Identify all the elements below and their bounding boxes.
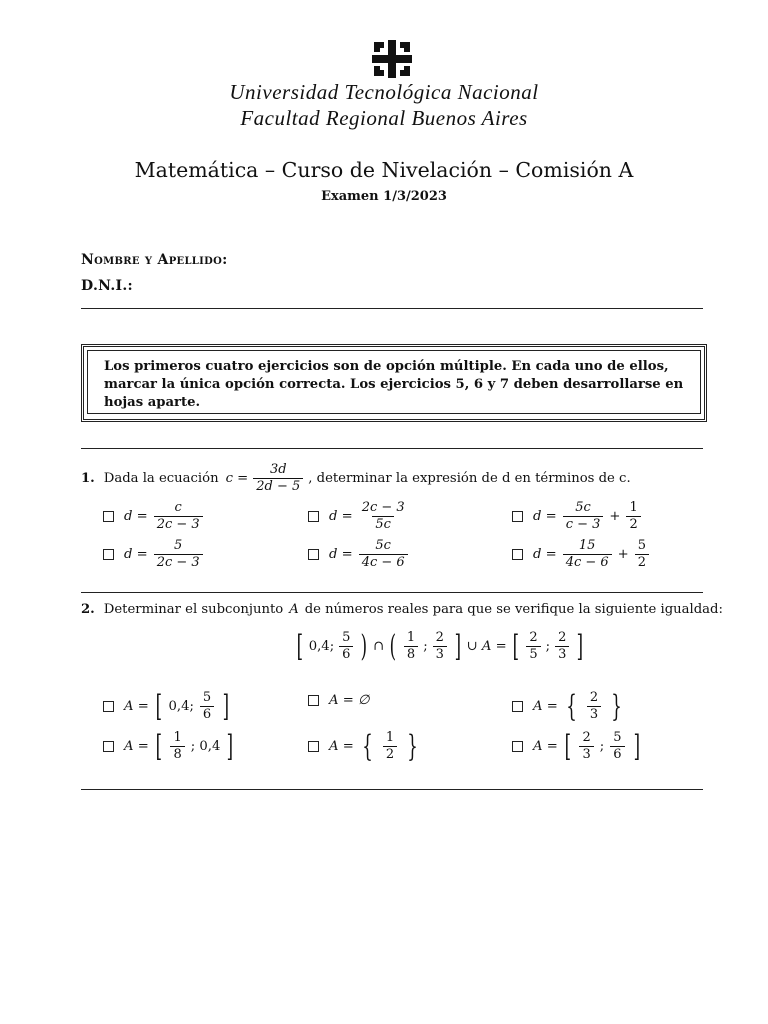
- university-name: Universidad Tecnológica Nacional: [229, 80, 539, 104]
- checkbox-icon[interactable]: [103, 511, 114, 522]
- instructions-box: [81, 344, 707, 422]
- checkbox-icon[interactable]: [308, 741, 319, 752]
- q1-option[interactable]: d = $\frac{5}{2c - 3}$: [103, 538, 205, 571]
- question-1-statement: [81, 462, 631, 495]
- checkbox-icon[interactable]: [512, 741, 523, 752]
- page-title: Matemática – Curso de Nivelación – Comisión A: [134, 158, 634, 182]
- checkbox-icon[interactable]: [103, 701, 114, 712]
- question-number: 2.: [81, 602, 95, 617]
- checkbox-icon[interactable]: [512, 549, 523, 560]
- q1-option[interactable]: d = $\frac{c}{2c - 3}$: [103, 500, 205, 533]
- question-text: Determinar el subconjunto: [103, 602, 284, 617]
- checkbox-icon[interactable]: [308, 549, 319, 560]
- q1-option[interactable]: d = $\frac{2c - 3}{5c}$: [308, 500, 410, 533]
- faculty-name: Facultad Regional Buenos Aires: [240, 106, 528, 130]
- equation-fraction: $\frac{3d}{2d - 5}$: [253, 462, 303, 495]
- q1-option[interactable]: d = $\frac{15}{4c - 6}$ + $\frac{5}{2}$: [512, 538, 651, 571]
- checkbox-icon[interactable]: [308, 511, 319, 522]
- divider: [81, 789, 703, 790]
- q2-option[interactable]: A = { $\frac{1}{2}$ }: [308, 730, 422, 763]
- q2-option[interactable]: A = [ $\frac{1}{8}$ ; 0,4 ]: [103, 730, 236, 763]
- utn-logo-icon: [372, 40, 412, 78]
- q2-option[interactable]: A = ∅: [308, 693, 369, 708]
- question-text: Dada la ecuación: [103, 471, 219, 486]
- q1-option[interactable]: d = $\frac{5c}{4c - 6}$: [308, 538, 410, 571]
- question-text: de números reales para que se verifique la siguiente igualdad:: [304, 602, 723, 617]
- q2-option[interactable]: A = [ $\frac{2}{3}$ ; $\frac{5}{6}$ ]: [512, 730, 642, 763]
- checkbox-icon[interactable]: [103, 741, 114, 752]
- instructions-text: Los primeros cuatro ejercicios son de opción múltiple. En cada uno de ellos, marcar la única opción correcta. Los ejercicios 5, 6 y 7 deben desarrollarse en hojas aparte.: [87, 350, 701, 414]
- q1-option[interactable]: d = $\frac{5c}{c - 3}$ + $\frac{1}{2}$: [512, 500, 643, 533]
- checkbox-icon[interactable]: [103, 549, 114, 560]
- checkbox-icon[interactable]: [512, 701, 523, 712]
- dni-label: D.N.I.:: [81, 278, 133, 294]
- q2-equation: [ 0,4; $\frac{5}{6}$ ) ∩ ( $\frac{1}{8}$ ; $\frac{2}{3}$ ] ∪ A = [ $\frac{2}{5}$ ; $\frac{2}{3}$ ]: [296, 628, 584, 664]
- equation-lhs: c =: [225, 471, 249, 486]
- exam-date: Examen 1/3/2023: [321, 189, 447, 204]
- question-number: 1.: [81, 471, 95, 486]
- divider: [81, 308, 703, 309]
- question-text: , determinar la expresión de d en términos de c.: [308, 471, 631, 486]
- q2-option[interactable]: A = { $\frac{2}{3}$ }: [512, 690, 626, 723]
- divider: [81, 448, 703, 449]
- checkbox-icon[interactable]: [308, 695, 319, 706]
- name-label: Nombre y Apellido:: [81, 252, 228, 268]
- divider: [81, 592, 703, 593]
- checkbox-icon[interactable]: [512, 511, 523, 522]
- q2-option[interactable]: A = [ 0,4; $\frac{5}{6}$ ]: [103, 690, 232, 723]
- question-2-statement: 2. Determinar el subconjunto A de números reales para que se verifique la siguiente igualdad:: [81, 602, 723, 617]
